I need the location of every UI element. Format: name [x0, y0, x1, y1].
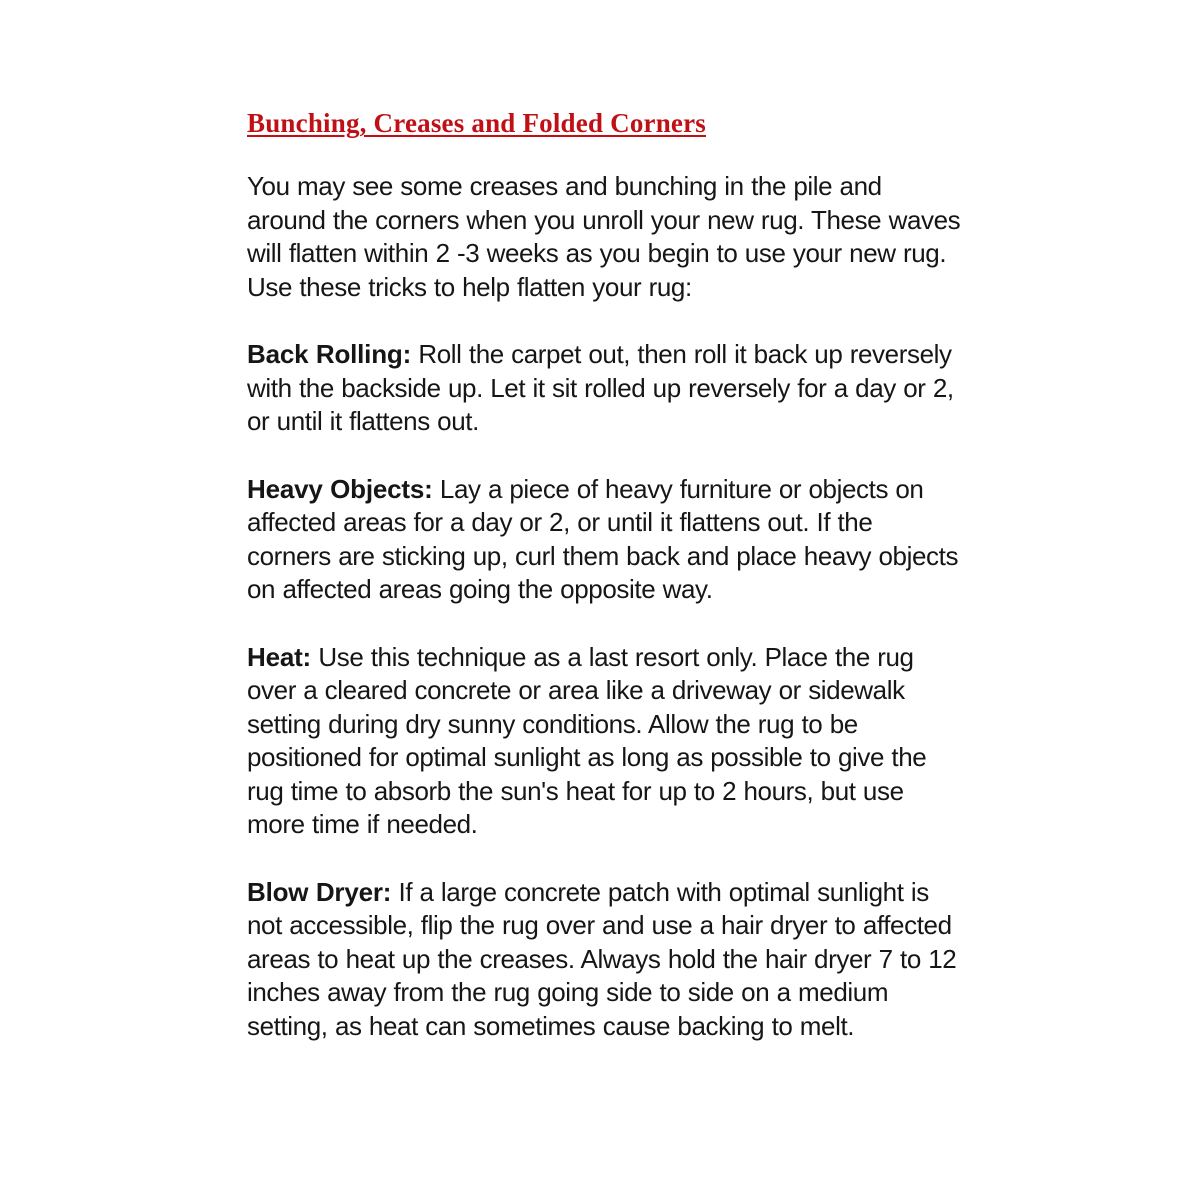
section-label-back-rolling: Back Rolling:: [247, 339, 412, 369]
section-text-heat: Use this technique as a last resort only. Place the rug over a cleared concrete or area like a driveway or sidewalk setting during dry sunny conditions. Allow the rug to be positioned for optimal sunlight as long as possible to give the rug time to absorb the sun's heat for up to 2 hours, but use more time if needed.: [247, 641, 927, 839]
section-label-blow-dryer: Blow Dryer:: [247, 876, 392, 907]
section-text-heavy-objects: Lay a piece of heavy furniture or objects on affected areas for a day or 2, or until it flattens out. If the corners are sticking up, curl them back and place heavy objects on affected areas going the opposite way.: [247, 473, 959, 604]
section-label-heavy-objects: Heavy Objects:: [247, 473, 433, 504]
document-page: [247, 107, 961, 1077]
section-text-blow-dryer: If a large concrete patch with optimal sunlight is not accessible, flip the rug over and use a hair dryer to affected areas to heat up the creases. Always hold the hair dryer 7 to 12 inches away from the rug going side to side on a medium setting, as heat can sometimes cause backing to melt.: [247, 876, 957, 1041]
section-text-back-rolling: Roll the carpet out, then roll it back up reversely with the backside up. Let it sit rolled up reversely for a day or 2, or until it flattens out.: [247, 339, 954, 436]
page-title: Bunching, Creases and Folded Corners: [247, 108, 707, 138]
section-heat: [247, 641, 961, 842]
section-blow-dryer: [247, 876, 961, 1044]
section-heavy-objects: [247, 473, 961, 607]
section-label-heat: Heat:: [247, 641, 312, 672]
section-back-rolling: [247, 338, 961, 439]
intro-paragraph: You may see some creases and bunching in the pile and around the corners when you unroll your new rug. These waves will flatten within 2 -3 weeks as you begin to use your new rug. Use these tricks to help flatten your rug:: [247, 171, 961, 302]
